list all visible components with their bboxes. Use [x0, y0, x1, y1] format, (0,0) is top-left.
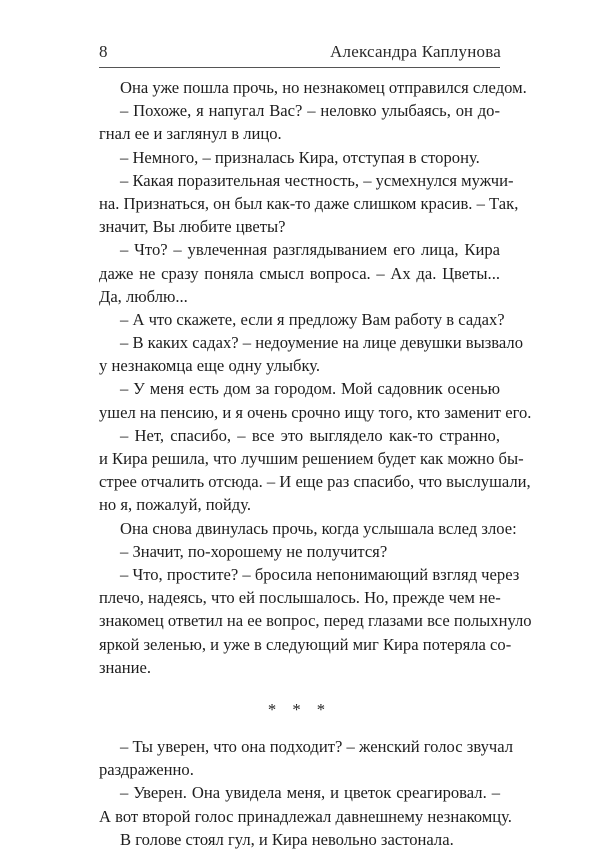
text-block-before-break: [99, 76, 532, 679]
running-header-author: Александра Каплунова: [330, 42, 501, 61]
text-block-after-break: [99, 735, 514, 851]
page-number: 8: [99, 42, 108, 61]
section-break: * * *: [267, 699, 332, 719]
text-line: Она снова двинулась прочь, когда услышала вслед злое:: [120, 518, 517, 538]
text-line: – Что? – увлеченная разглядыванием его лица, Кира: [120, 240, 500, 260]
text-line: знакомец ответил на ее вопрос, перед глазами все полыхнуло: [99, 611, 532, 631]
text-line: плечо, надеясь, что ей послышалось. Но, прежде чем не-: [99, 588, 501, 608]
text-line: и Кира решила, что лучшим решением будет как можно бы-: [99, 449, 524, 468]
text-line: стрее отчалить отсюда. – И еще раз спасибо, что выслушали,: [99, 472, 531, 492]
text-line: знание.: [99, 657, 152, 677]
text-line: – Значит, по-хорошему не получится?: [120, 541, 388, 561]
text-line: – Немного, – призналась Кира, отступая в сторону.: [120, 147, 480, 167]
text-line: Да, люблю...: [99, 286, 188, 306]
text-line: раздраженно.: [99, 760, 194, 780]
text-line: – У меня есть дом за городом. Мой садовник осенью: [120, 379, 500, 399]
text-line: – Ты уверен, что она подходит? – женский голос звучал: [120, 737, 514, 757]
text-line: А вот второй голос принадлежал давнешнему незнакомцу.: [99, 806, 512, 826]
text-line: – А что скажете, если я предложу Вам работу в садах?: [120, 309, 505, 329]
text-line: у незнакомца еще одну улыбку.: [99, 356, 321, 376]
text-line: на. Признаться, он был как-то даже слишком красив. – Так,: [99, 193, 519, 213]
text-line: – Нет, спасибо, – все это выглядело как-то странно,: [120, 425, 500, 445]
text-line: – Какая поразительная честность, – усмехнулся мужчи-: [120, 170, 514, 190]
text-line: яркой зеленью, и уже в следующий миг Кира потеряла со-: [99, 634, 512, 654]
text-line: – В каких садах? – недоумение на лице девушки вызвало: [120, 333, 524, 353]
text-line: – Похоже, я напугал Вас? – неловко улыбаясь, он до-: [120, 101, 500, 121]
text-line: ушел на пенсию, и я очень срочно ищу того, кто заменит его.: [99, 402, 532, 422]
text-line: даже не сразу поняла смысл вопроса. – Ах да. Цветы...: [99, 263, 500, 283]
text-line: значит, Вы любите цветы?: [99, 217, 286, 237]
text-line: В голове стоял гул, и Кира невольно застонала.: [120, 829, 454, 849]
text-line: но я, пожалуй, пойду.: [99, 495, 252, 515]
text-line: Она уже пошла прочь, но незнакомец отправился следом.: [120, 78, 527, 97]
text-line: – Уверен. Она увидела меня, и цветок среагировал. –: [120, 783, 500, 803]
body-text: [99, 76, 532, 851]
header-rule: [99, 67, 500, 68]
text-line: гнал ее и заглянул в лицо.: [99, 124, 282, 144]
text-line: – Что, простите? – бросила непонимающий взгляд через: [120, 564, 520, 584]
